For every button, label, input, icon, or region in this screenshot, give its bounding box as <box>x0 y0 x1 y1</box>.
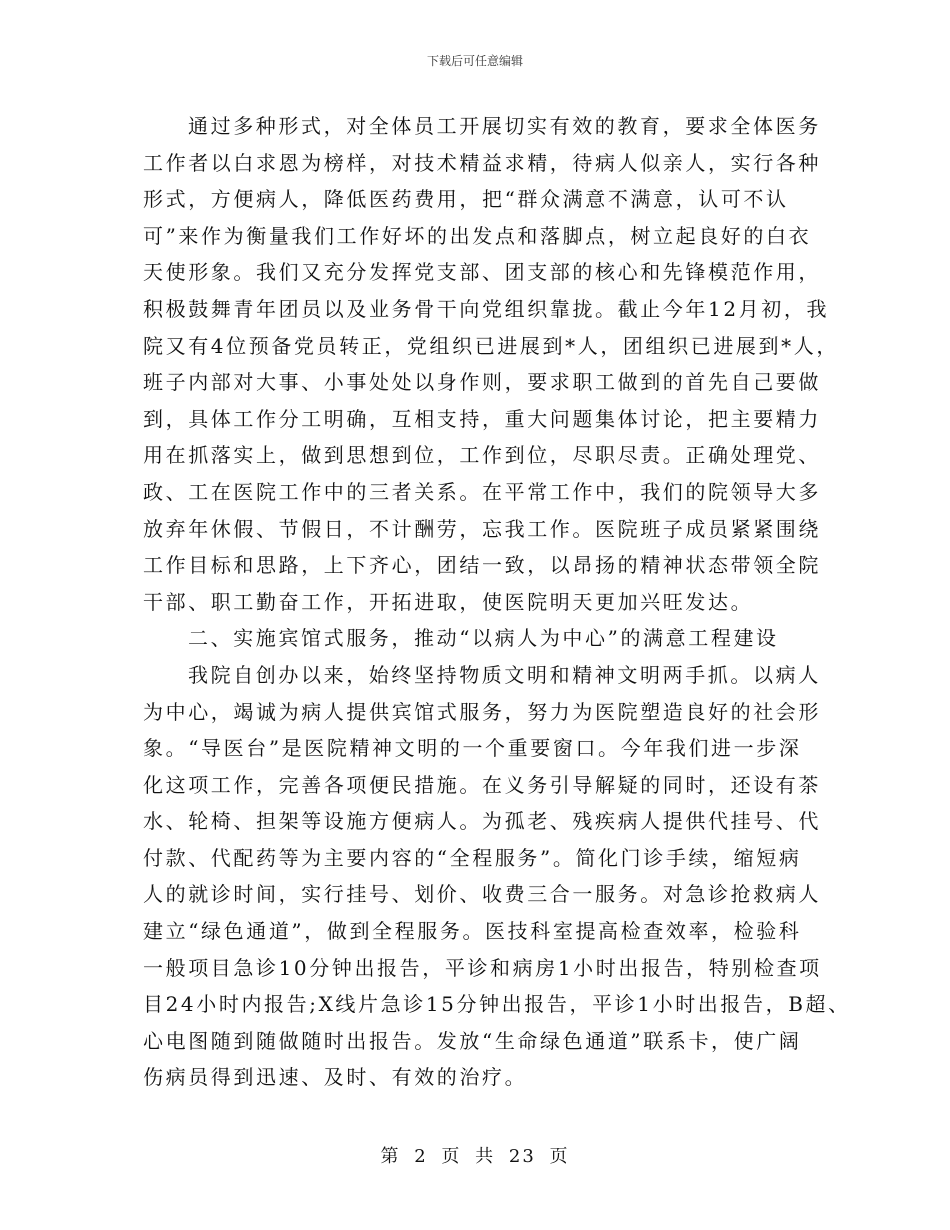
paragraph-line: 院又有4位预备党员转正，党组织已进展到*人，团组织已进展到*人， <box>143 333 839 358</box>
paragraph-line: 建立“绿色通道”，做到全程服务。医技科室提高检查效率，检验科 <box>143 919 802 944</box>
total-pages: 23 <box>508 1146 536 1167</box>
paragraph-line: 放弃年休假、节假日，不计酬劳，忘我工作。医院班子成员紧紧围绕 <box>143 516 821 541</box>
paragraph-line: 工作目标和思路，上下齐心，团结一致，以昂扬的精神状态带领全院 <box>143 553 821 578</box>
paragraph-line: 积极鼓舞青年团员以及业务骨干向党组织靠拢。截止今年12月初，我 <box>143 296 830 321</box>
paragraph-line: 可”来作为衡量我们工作好坏的出发点和落脚点，树立起良好的白衣 <box>143 223 812 248</box>
footer-suffix: 页 <box>549 1146 570 1167</box>
paragraph-line: 通过多种形式，对全体员工开展切实有效的教育，要求全体医务 <box>188 114 821 138</box>
section-heading: 二、实施宾馆式服务，推动“以病人为中心”的满意工程建设 <box>188 626 779 651</box>
paragraph-line: 用在抓落实上，做到思想到位，工作到位，尽职尽责。正确处理党、 <box>143 443 821 468</box>
paragraph-line: 班子内部对大事、小事处处以身作则，要求职工做到的首先自己要做 <box>143 370 821 395</box>
paragraph-line: 到，具体工作分工明确，互相支持，重大问题集体讨论，把主要精力 <box>143 406 821 431</box>
paragraph-line: 伤病员得到迅速、及时、有效的治疗。 <box>143 1065 528 1090</box>
paragraph-line: 人的就诊时间，实行挂号、划价、收费三合一服务。对急诊抢救病人 <box>143 882 821 907</box>
paragraph-line: 我院自创办以来，始终坚持物质文明和精神文明两手抓。以病人 <box>188 662 821 687</box>
paragraph-line: 为中心，竭诚为病人提供宾馆式服务，努力为医院塑造良好的社会形 <box>143 699 821 724</box>
paragraph-line: 干部、职工勤奋工作，开拓进取，使医院明天更加兴旺发达。 <box>143 589 754 614</box>
page-footer <box>0 1146 950 1168</box>
paragraph-line: 化这项工作，完善各项便民措施。在义务引导解疑的同时，还设有茶 <box>143 772 821 797</box>
document-body <box>143 108 851 1096</box>
paragraph-line: 付款、代配药等为主要内容的“全程服务”。简化门诊手续，缩短病 <box>143 845 802 870</box>
paragraph-line: 心电图随到随做随时出报告。发放“生命绿色通道”联系卡，使广阔 <box>143 1028 802 1053</box>
footer-page-word: 页 <box>441 1146 462 1167</box>
paragraph-line: 政、工在医院工作中的三者关系。在平常工作中，我们的院领导大多 <box>143 479 821 504</box>
page-header: 下载后可任意编辑 <box>426 54 523 68</box>
paragraph-line: 水、轮椅、担架等设施方便病人。为孤老、残疾病人提供代挂号、代 <box>143 809 821 834</box>
footer-prefix: 第 <box>380 1146 401 1167</box>
footer-total-word: 共 <box>475 1146 496 1167</box>
paragraph-line: 形式，方便病人，降低医药费用，把“群众满意不满意，认可不认 <box>143 187 789 212</box>
paragraph-line: 目24小时内报告;X线片急诊15分钟出报告，平诊1小时出报告，B超、 <box>143 992 851 1017</box>
paragraph-line: 一般项目急诊10分钟出报告，平诊和病房1小时出报告，特别检查项 <box>143 955 822 980</box>
paragraph-line: 工作者以白求恩为榜样，对技术精益求精，待病人似亲人，实行各种 <box>143 150 821 175</box>
paragraph-line: 天使形象。我们又充分发挥党支部、团支部的核心和先锋模范作用， <box>143 260 821 285</box>
paragraph-line: 象。“导医台”是医院精神文明的一个重要窗口。今年我们进一步深 <box>143 736 802 761</box>
page-number: 2 <box>414 1146 428 1167</box>
